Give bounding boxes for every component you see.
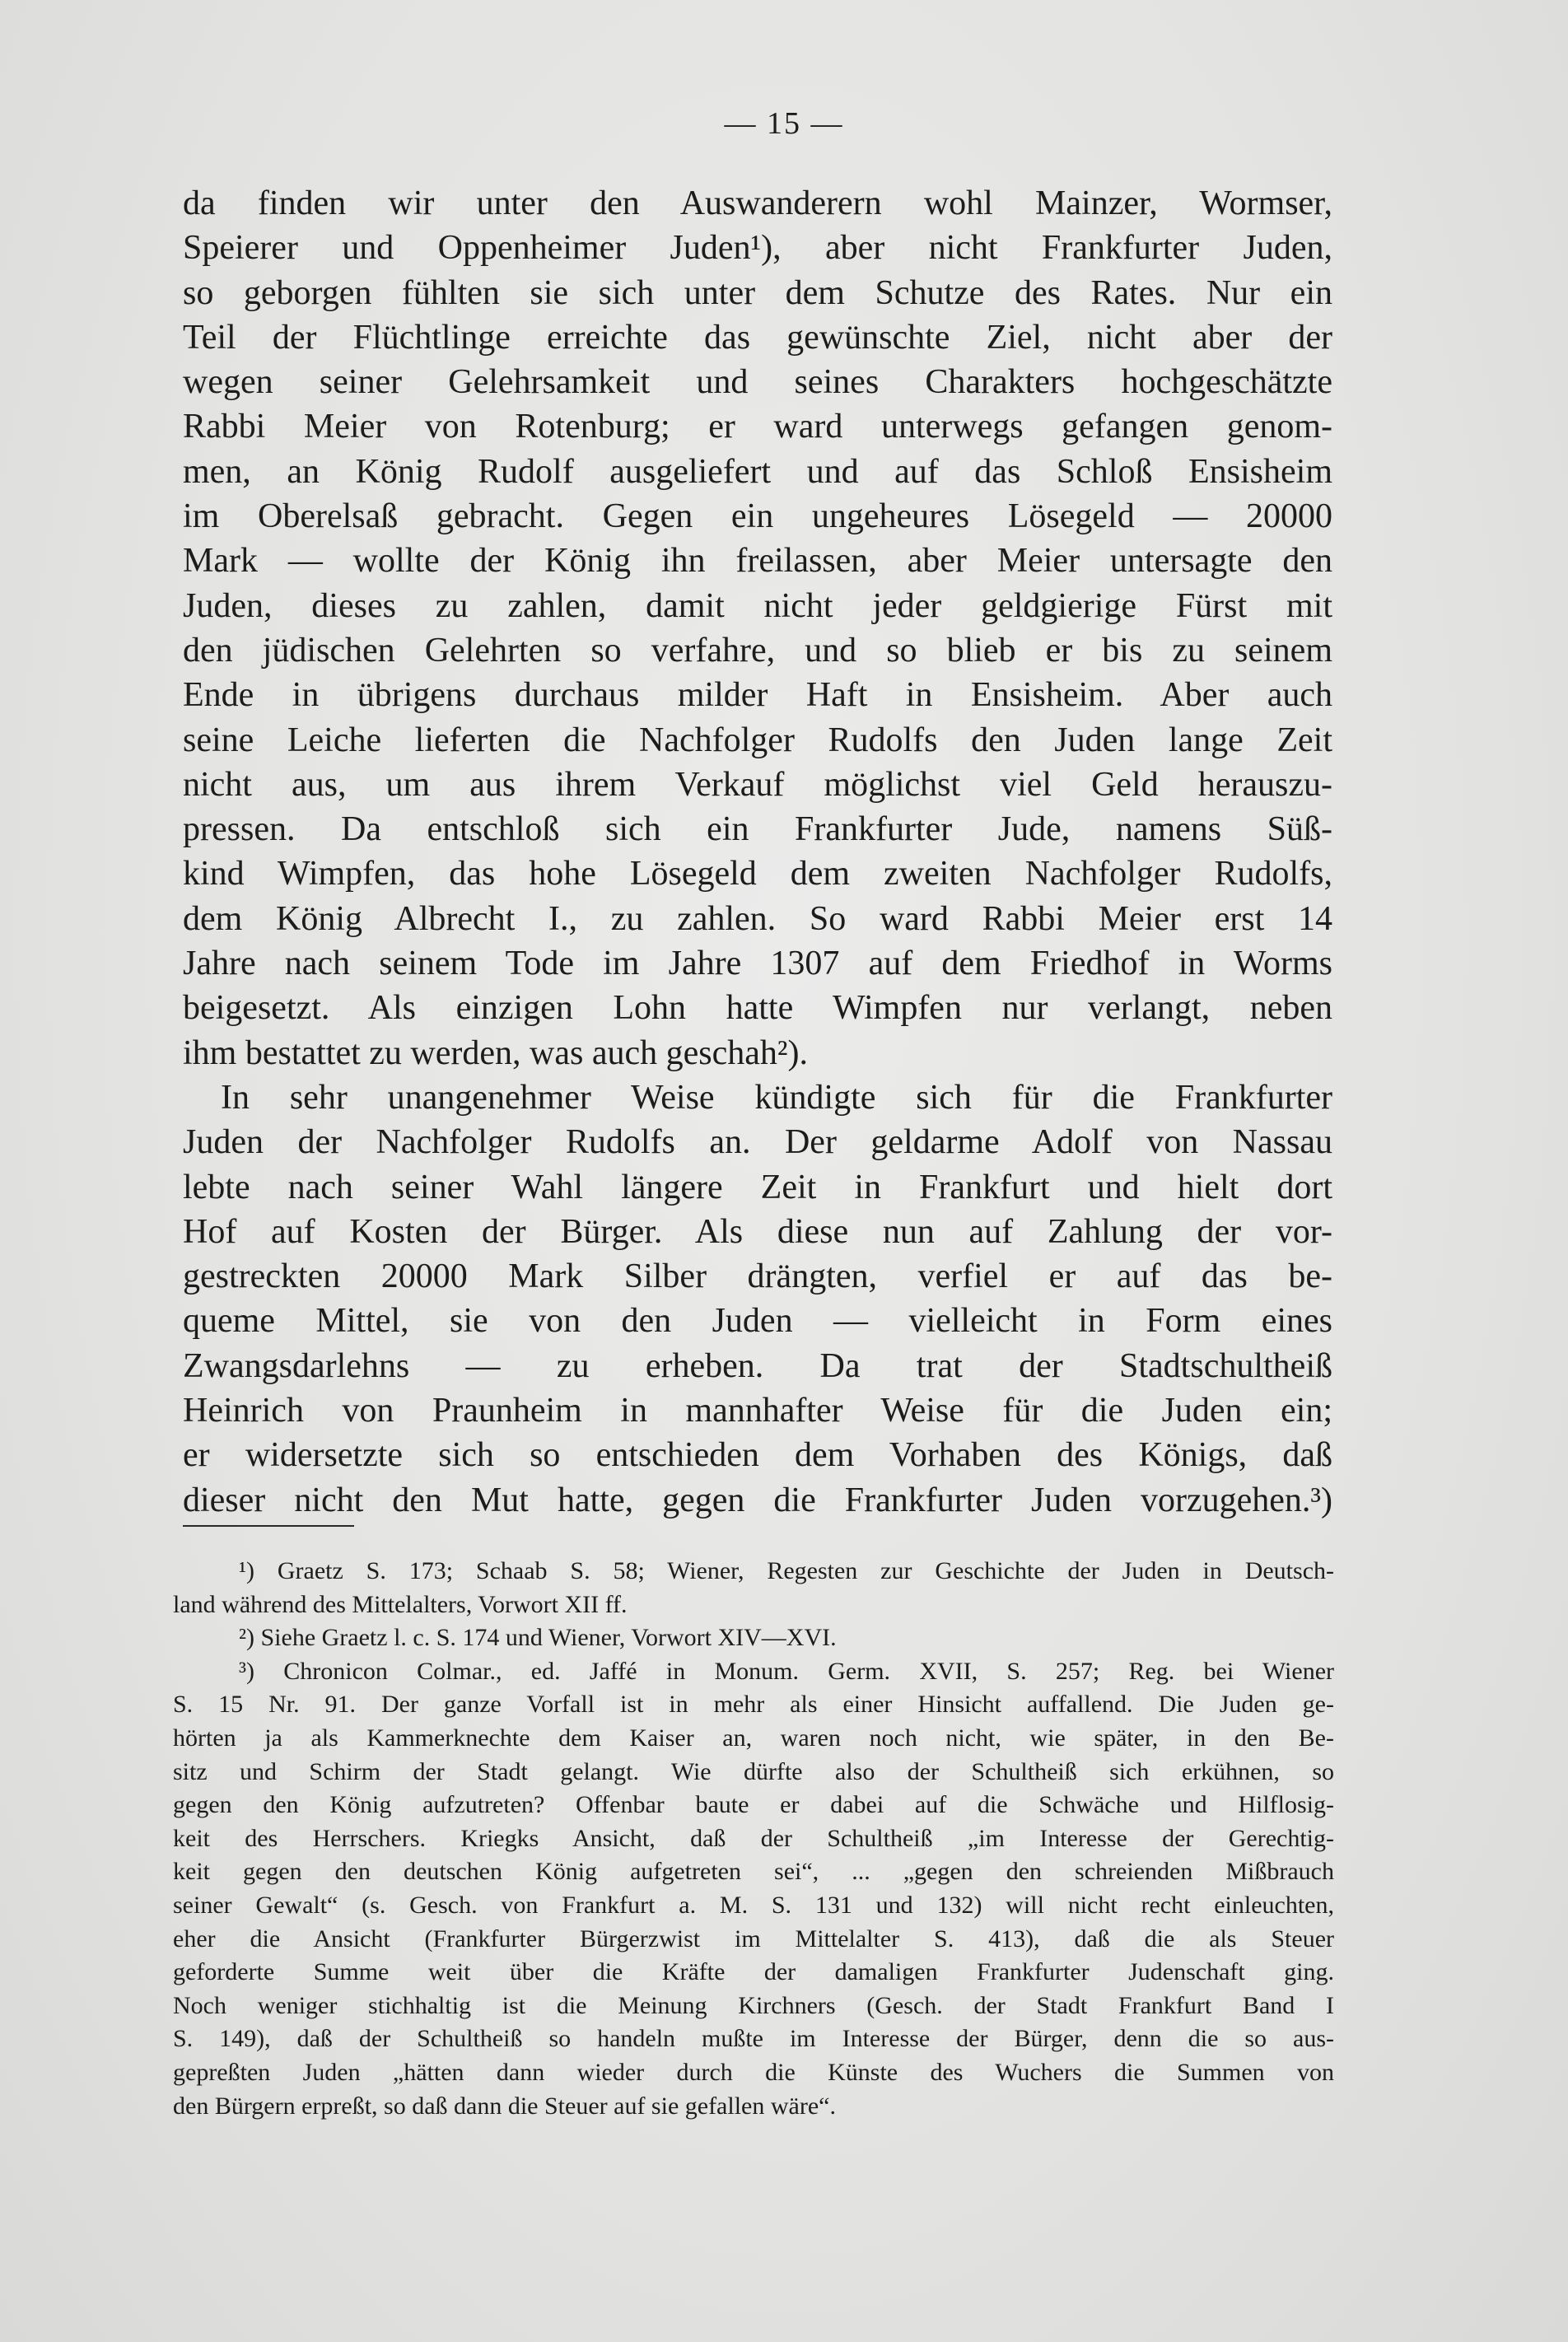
text-line: lebte nach seiner Wahl längere Zeit in Frankfurt und hielt dort <box>183 1168 1332 1206</box>
text-line: Zwangsdarlehns — zu erheben. Da trat der Stadtschultheiß <box>183 1346 1332 1385</box>
text-line: kind Wimpfen, das hohe Lösegeld dem zweiten Nachfolger Rudolfs, <box>183 855 1332 893</box>
text-line-paragraph-end: ihm bestattet zu werden, was auch geschah²). <box>183 1033 808 1072</box>
footnote-3-line: S. 149), daß der Schultheiß so handeln mußte im Interesse der Bürger, denn die so aus- <box>173 2025 1334 2053</box>
footnote-1-line: land während des Mittelalters, Vorwort XII ff. <box>173 1590 628 1618</box>
text-line: Teil der Flüchtlinge erreichte das gewünschte Ziel, nicht aber der <box>183 318 1332 357</box>
text-line: Mark — wollte der König ihn freilassen, aber Meier untersagte den <box>183 542 1332 581</box>
footnote-3-line: geforderte Summe weit über die Kräfte der damaligen Frankfurter Judenschaft ging. <box>173 1958 1334 1986</box>
footnote-3-line: gepreßten Juden „hätten dann wieder durch die Künste des Wuchers die Summen von <box>173 2058 1334 2086</box>
footnote-3-line: sitz und Schirm der Stadt gelangt. Wie dürfte also der Schultheiß sich erkühnen, so <box>173 1757 1334 1785</box>
footnote-3-line: S. 15 Nr. 91. Der ganze Vorfall ist in mehr als einer Hinsicht auffallend. Die Juden ge- <box>173 1691 1334 1719</box>
text-line: Heinrich von Praunheim in mannhafter Weise für die Juden ein; <box>183 1392 1332 1430</box>
footnote-1-line: ¹) Graetz S. 173; Schaab S. 58; Wiener, Regesten zur Geschichte der Juden in Deutsch- <box>239 1557 1334 1584</box>
text-line: beigesetzt. Als einzigen Lohn hatte Wimpfen nur verlangt, neben <box>183 989 1332 1028</box>
text-line: Speierer und Oppenheimer Juden¹), aber nicht Frankfurter Juden, <box>183 229 1332 268</box>
footnote-3-line: keit des Herrschers. Kriegks Ansicht, daß der Schultheiß „im Interesse der Gerechtig- <box>173 1824 1334 1852</box>
text-line: wegen seiner Gelehrsamkeit und seines Charakters hochgeschätzte <box>183 363 1332 402</box>
text-line: Juden, dieses zu zahlen, damit nicht jeder geldgierige Fürst mit <box>183 586 1332 625</box>
footnote-3-line: hörten ja als Kammerknechte dem Kaiser an, waren noch nicht, wie später, in den Be- <box>173 1724 1334 1752</box>
footnote-2-line: ²) Siehe Graetz l. c. S. 174 und Wiener, Vorwort XIV—XVI. <box>239 1624 837 1652</box>
text-line-paragraph-end: dieser nicht den Mut hatte, gegen die Frankfurter Juden vorzugehen.³) <box>183 1481 1332 1519</box>
text-line: Ende in übrigens durchaus milder Haft in Ensisheim. Aber auch <box>183 676 1332 715</box>
text-line: Hof auf Kosten der Bürger. Als diese nun auf Zahlung der vor- <box>183 1212 1332 1251</box>
text-line: so geborgen fühlten sie sich unter dem Schutze des Rates. Nur ein <box>183 273 1332 312</box>
footnote-3-line: eher die Ansicht (Frankfurter Bürgerzwist im Mittelalter S. 413), daß die als Steuer <box>173 1924 1334 1952</box>
main-text <box>183 181 1332 1523</box>
footnote-3-line: Noch weniger stichhaltig ist die Meinung Kirchners (Gesch. der Stadt Frankfurt Band I <box>173 1991 1334 2019</box>
text-line: im Oberelsaß gebracht. Gegen ein ungeheures Lösegeld — 20000 <box>183 497 1332 536</box>
text-line: pressen. Da entschloß sich ein Frankfurter Jude, namens Süß- <box>183 810 1332 849</box>
footnote-3-line: gegen den König aufzutreten? Offenbar baute er dabei auf die Schwäche und Hilflosig- <box>173 1791 1334 1819</box>
text-line: nicht aus, um aus ihrem Verkauf möglichst viel Geld herauszu- <box>183 765 1332 804</box>
text-line: da finden wir unter den Auswanderern wohl Mainzer, Wormser, <box>183 184 1332 222</box>
footnote-3-line: keit gegen den deutschen König aufgetreten sei“, ... „gegen den schreienden Mißbrauch <box>173 1858 1334 1886</box>
footnote-divider <box>183 1525 354 1527</box>
text-line: den jüdischen Gelehrten so verfahre, und so blieb er bis zu seinem <box>183 631 1332 669</box>
page-number: — 15 — <box>724 106 844 141</box>
footnote-3-line: den Bürgern erpreßt, so daß dann die Steuer auf sie gefallen wäre“. <box>173 2092 836 2120</box>
footnotes <box>173 1555 1334 2123</box>
text-line: er widersetzte sich so entschieden dem Vorhaben des Königs, daß <box>183 1436 1332 1475</box>
footnote-3-line: seiner Gewalt“ (s. Gesch. von Frankfurt a. M. S. 131 und 132) will nicht recht einleuchten, <box>173 1891 1334 1919</box>
text-line: dem König Albrecht I., zu zahlen. So ward Rabbi Meier erst 14 <box>183 899 1332 938</box>
text-line: gestreckten 20000 Mark Silber drängten, verfiel er auf das be- <box>183 1257 1332 1296</box>
text-line: Jahre nach seinem Tode im Jahre 1307 auf dem Friedhof in Worms <box>183 945 1332 983</box>
text-line: Rabbi Meier von Rotenburg; er ward unterwegs gefangen genom- <box>183 408 1332 446</box>
footnote-3-line: ³) Chronicon Colmar., ed. Jaffé in Monum. Germ. XVII, S. 257; Reg. bei Wiener <box>239 1657 1334 1685</box>
text-line: seine Leiche lieferten die Nachfolger Rudolfs den Juden lange Zeit <box>183 721 1332 759</box>
text-line-paragraph-start: In sehr unangenehmer Weise kündigte sich für die Frankfurter <box>221 1078 1332 1117</box>
text-line: queme Mittel, sie von den Juden — vielleicht in Form eines <box>183 1302 1332 1341</box>
text-line: men, an König Rudolf ausgeliefert und auf das Schloß Ensisheim <box>183 452 1332 491</box>
text-line: Juden der Nachfolger Rudolfs an. Der geldarme Adolf von Nassau <box>183 1123 1332 1162</box>
